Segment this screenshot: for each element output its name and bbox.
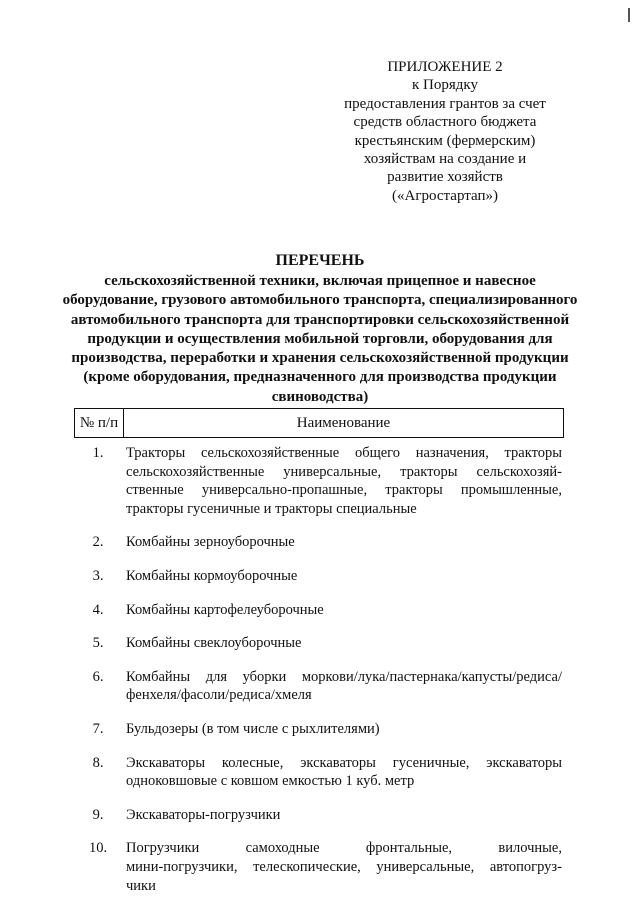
row-number: 9. <box>92 806 104 823</box>
table-row <box>74 567 562 586</box>
title-main: ПЕРЕЧЕНЬ <box>275 252 365 269</box>
row-number: 2. <box>92 534 104 551</box>
title-line: автомобильного транспорта для транспортировки сельскохозяйственной <box>70 311 570 328</box>
annex-line: ПРИЛОЖЕНИЕ 2 <box>387 59 503 75</box>
row-name-line: Экскаваторы-погрузчики <box>126 806 281 823</box>
table-row <box>74 754 562 791</box>
row-name-line: Комбайны картофелеуборочные <box>126 601 324 618</box>
table-row <box>74 533 562 552</box>
row-name-line: ственные универсально-пропашные, тракторы промышленные, <box>126 482 562 499</box>
row-name-line: Погрузчики самоходные фронтальные, вилочные, <box>126 840 562 857</box>
table-row <box>74 444 562 518</box>
row-number: 4. <box>92 601 104 618</box>
row-name <box>122 720 562 739</box>
column-header-number: № п/п <box>75 409 124 437</box>
row-number: 7. <box>92 720 104 737</box>
row-name-line: Экскаваторы колесные, экскаваторы гусеничные, экскаваторы <box>126 754 562 771</box>
annex-line: к Порядку <box>412 77 478 94</box>
title-line: (кроме оборудования, предназначенного для производства продукции <box>83 369 557 386</box>
row-number: 1. <box>92 445 104 461</box>
row-number: 10. <box>88 840 108 857</box>
row-name-line: Тракторы сельскохозяйственные общего назначения, тракторы <box>126 445 562 461</box>
title-line: продукции и осуществления мобильной торговли, оборудования для <box>87 330 553 347</box>
table-body <box>74 444 562 910</box>
row-name-line: чики <box>126 877 156 894</box>
row-name-line: Бульдозеры (в том числе с рыхлителями) <box>126 720 380 737</box>
row-name <box>122 601 562 620</box>
row-name-line: тракторы гусеничные и тракторы специальные <box>126 500 417 517</box>
table-row <box>74 634 562 653</box>
row-name <box>122 533 562 552</box>
title-subtitle <box>60 272 580 407</box>
row-name-line: Комбайны зерноуборочные <box>126 534 295 551</box>
title-line: производства, переработки и хранения сельскохозяйственной продукции <box>71 350 569 367</box>
row-name <box>122 567 562 586</box>
row-name <box>122 806 562 825</box>
row-name <box>122 839 562 895</box>
row-name-line: одноковшовые с ковшом емкостью 1 куб. метр <box>126 773 415 790</box>
table-row <box>74 806 562 825</box>
table-row <box>74 720 562 739</box>
annex-line: крестьянским (фермерским) <box>354 132 536 149</box>
row-name <box>122 754 562 791</box>
row-name <box>122 668 562 705</box>
table-row <box>74 668 562 705</box>
table-header <box>74 408 564 438</box>
row-number: 8. <box>92 754 104 771</box>
document-title <box>60 250 580 407</box>
row-name-line: мини-погрузчики, телескопические, универсальные, автопогруз- <box>126 858 562 875</box>
annex-line: хозяйствам на создание и <box>363 151 527 168</box>
row-name-line: Комбайны кормоуборочные <box>126 567 298 584</box>
row-name-line: фенхеля/фасоли/редиса/хмеля <box>126 687 312 704</box>
row-number: 3. <box>92 567 104 584</box>
annex-line: («Агростартап») <box>392 187 498 204</box>
row-name-line: Комбайны свеклоуборочные <box>126 635 302 652</box>
title-line: оборудование, грузового автомобильного транспорта, специализированного <box>62 292 578 309</box>
row-name-line: сельскохозяйственные универсальные, тракторы сельскохозяй- <box>126 463 562 480</box>
annex-line: средств областного бюджета <box>353 114 537 131</box>
title-line: свиноводства) <box>271 388 369 405</box>
row-number: 5. <box>92 635 104 652</box>
annex-line: развитие хозяйств <box>387 169 503 186</box>
column-header-name: Наименование <box>296 414 391 431</box>
row-name <box>122 634 562 653</box>
row-name <box>122 444 562 518</box>
title-line: сельскохозяйственной техники, включая прицепное и навесное <box>104 273 536 289</box>
row-name-line: Комбайны для уборки моркови/лука/пастернака/капусты/редиса/ <box>126 668 562 685</box>
row-number: 6. <box>92 668 104 685</box>
table-row <box>74 601 562 620</box>
annex-header <box>330 58 560 205</box>
scan-mark <box>628 8 630 22</box>
annex-line: предоставления грантов за счет <box>344 95 546 112</box>
table-row <box>74 839 562 895</box>
